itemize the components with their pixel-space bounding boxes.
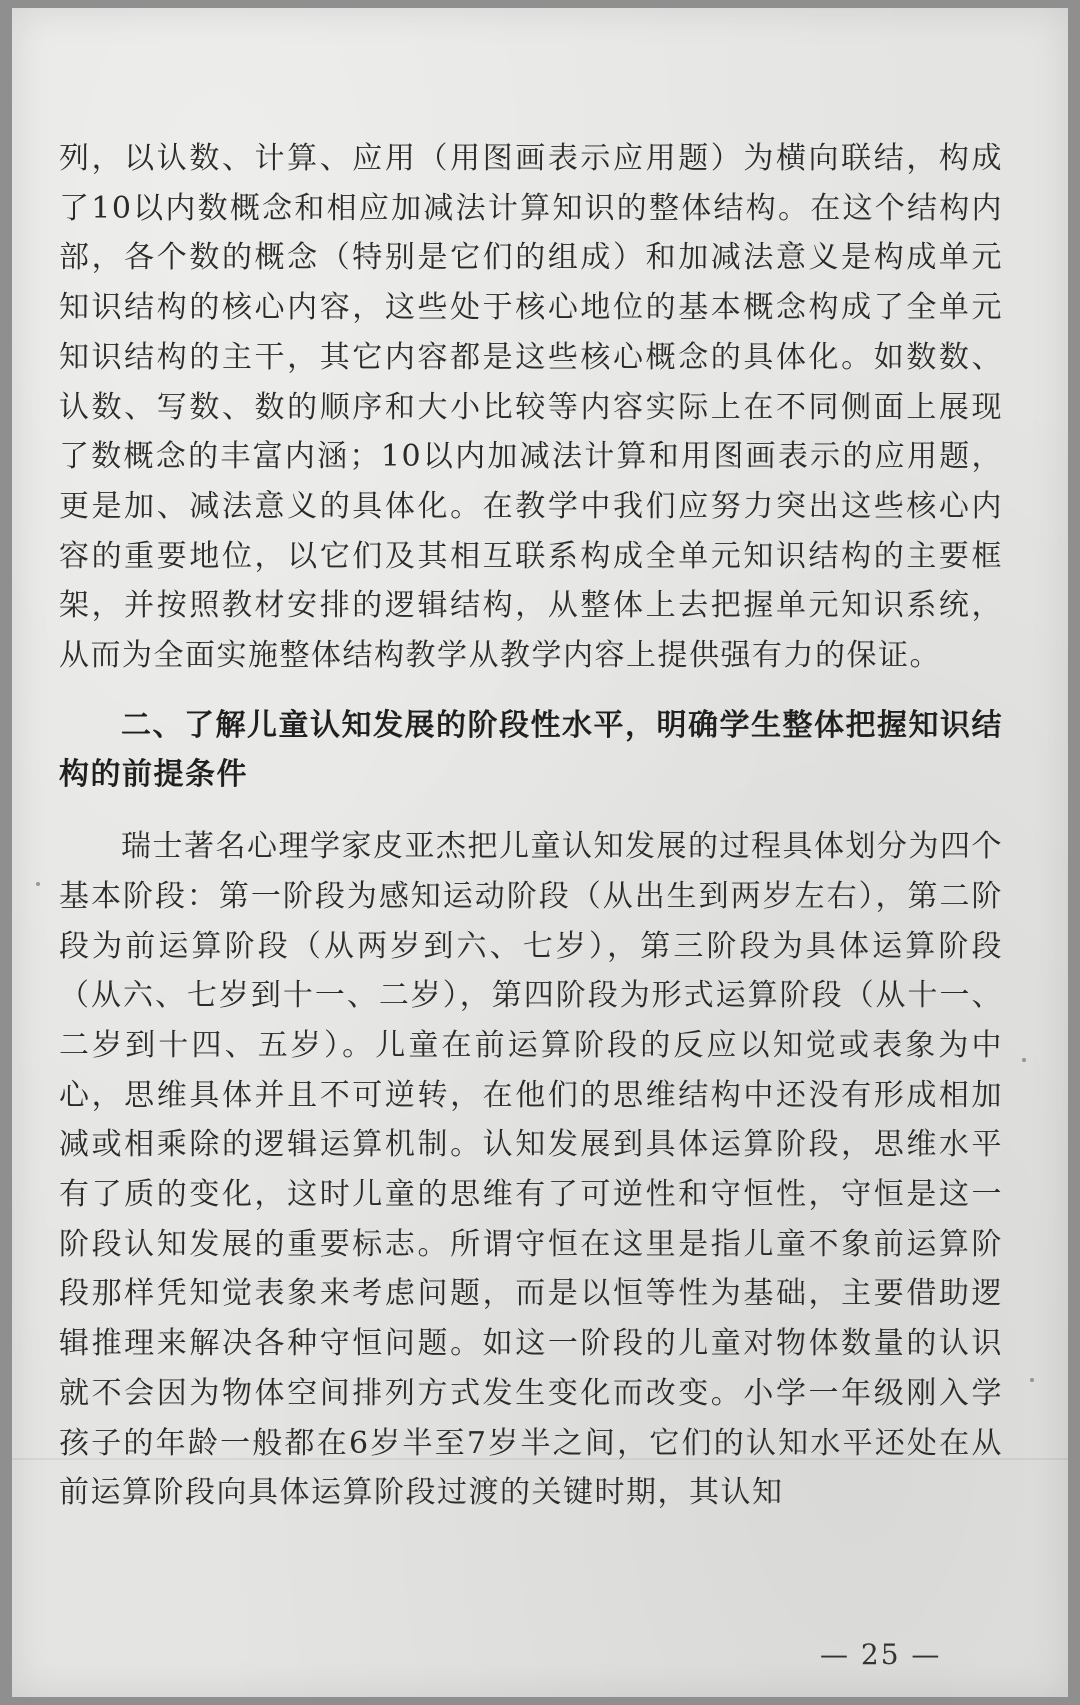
scanned-page — [12, 8, 1068, 1697]
speck-mark — [1030, 1378, 1034, 1382]
speck-mark — [1022, 1058, 1026, 1062]
page-number: — 25 — — [820, 1638, 942, 1671]
speck-mark — [36, 882, 40, 886]
body-text — [59, 134, 1003, 1518]
paragraph-knowledge-structure: 列，以认数、计算、应用（用图画表示应用题）为横向联结，构成了10以内数概念和相应加减法计算知识的整体结构。在这个结构内部，各个数的概念（特别是它们的组成）和加减法意义是构成单元知识结构的核心内容，这些处于核心地位的基本概念构成了全单元知识结构的主干，其它内容都是这些核心概念的具体化。如数数、认数、写数、数的顺序和大小比较等内容实际上在不同侧面上展现了数概念的丰富内涵；10以内加减法计算和用图画表示的应用题，更是加、减法意义的具体化。在教学中我们应努力突出这些核心内容的重要地位，以它们及其相互联系构成全单元知识结构的主要框架，并按照教材安排的逻辑结构，从整体上去把握单元知识系统，从而为全面实施整体结构教学从教学内容上提供强有力的保证。 — [59, 141, 1003, 674]
section-heading: 二、了解儿童认知发展的阶段性水平，明确学生整体把握知识结构的前提条件 — [59, 707, 1003, 793]
paragraph-piaget: 瑞士著名心理学家皮亚杰把儿童认知发展的过程具体划分为四个基本阶段：第一阶段为感知运动阶段（从出生到两岁左右），第二阶段为前运算阶段（从两岁到六、七岁），第三阶段为具体运算阶段（从六、七岁到十一、二岁），第四阶段为形式运算阶段（从十一、二岁到十四、五岁）。儿童在前运算阶段的反应以知觉或表象为中心，思维具体并且不可逆转，在他们的思维结构中还没有形成相加减或相乘除的逻辑运算机制。认知发展到具体运算阶段，思维水平有了质的变化，这时儿童的思维有了可逆性和守恒性，守恒是这一阶段认知发展的重要标志。所谓守恒在这里是指儿童不象前运算阶段那样凭知觉表象来考虑问题，而是以恒等性为基础，主要借助逻辑推理来解决各种守恒问题。如这一阶段的儿童对物体数量的认识就不会因为物体空间排列方式发生变化而改变。小学一年级刚入学孩子的年龄一般都在6岁半至7岁半之间，它们的认知水平还处在从前运算阶段向具体运算阶段过渡的关键时期，其认知 — [59, 829, 1003, 1511]
